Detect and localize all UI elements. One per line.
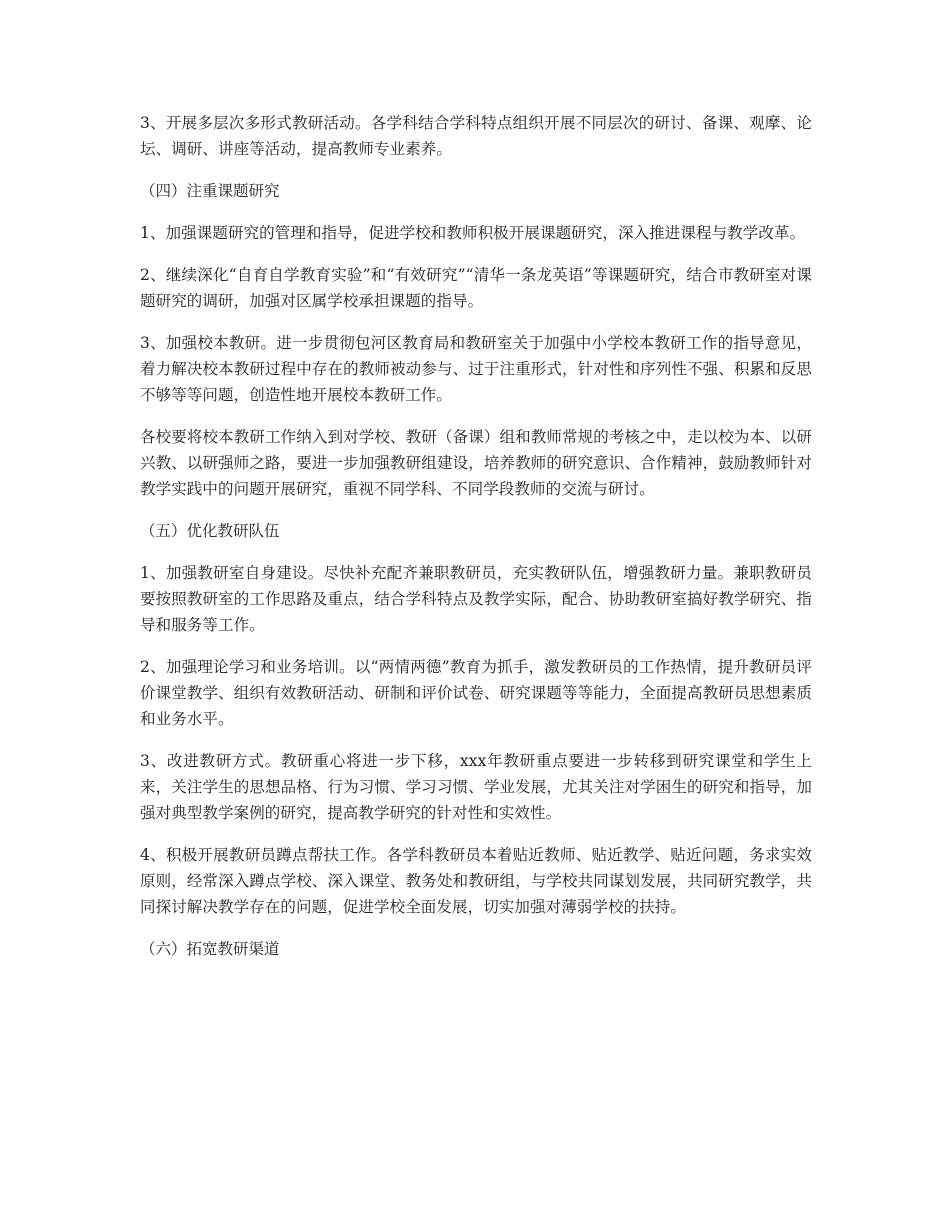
paragraph-school-based-research: 3、加强校本教研。进一步贯彻包河区教育局和教研室关于加强中小学校本教研工作的指导意见，着力解决校本教研过程中存在的教师被动参与、过于注重形式，针对性和序列性不强、积累和反思不够等等问题，创造性地开展校本教研工作。 [140,334,812,404]
document-body [140,110,812,978]
paragraph-methods: 3、改进教研方式。教研重心将进一步下移，xxx年教研重点要进一步转移到研究课堂和学生上来，关注学生的思想品格、行为习惯、学习习惯、学业发展，尤其关注对学困生的研究和指导，加强对典型教学案例的研究，提高教学研究的针对性和实效性。 [140,752,812,822]
paragraph-team-building: 1、加强教研室自身建设。尽快补充配齐兼职教研员，充实教研队伍，增强教研力量。兼职教研员要按照教研室的工作思路及重点，结合学科特点及教学实际，配合、协助教研室搞好教学研究、指导和服务等工作。 [140,564,812,634]
paragraph-research-deepen: 2、继续深化“自育自学教育实验”和“有效研究”“清华一条龙英语”等课题研究，结合市教研室对课题研究的调研，加强对区属学校承担课题的指导。 [140,266,812,310]
paragraph-training: 2、加强理论学习和业务培训。以“两情两德”教育为抓手，激发教研员的工作热情，提升教研员评价课堂教学、组织有效教研活动、研制和评价试卷、研究课题等等能力，全面提高教研员思想素质和业务水平。 [140,658,812,728]
paragraph-support: 4、积极开展教研员蹲点帮扶工作。各学科教研员本着贴近教师、贴近教学、贴近问题，务求实效原则，经常深入蹲点学校、深入课堂、教务处和教研组，与学校共同谋划发展，共同研究教学，共同探讨解决教学存在的问题，促进学校全面发展，切实加强对薄弱学校的扶持。 [140,846,812,916]
paragraph-research-management: 1、加强课题研究的管理和指导，促进学校和教师积极开展课题研究，深入推进课程与教学改革。 [140,224,806,242]
paragraph-school-assessment: 各校要将校本教研工作纳入到对学校、教研（备课）组和教师常规的考核之中，走以校为本、以研兴教、以研强师之路，要进一步加强教研组建设，培养教师的研究意识、合作精神，鼓励教师针对教学实践中的问题开展研究，重视不同学科、不同学段教师的交流与研讨。 [140,428,812,498]
section-heading-channels: （六）拓宽教研渠道 [140,940,280,958]
paragraph-activities: 3、开展多层次多形式教研活动。各学科结合学科特点组织开展不同层次的研讨、备课、观摩、论坛、调研、讲座等活动，提高教师专业素养。 [140,114,812,158]
section-heading-team: （五）优化教研队伍 [140,522,280,540]
section-heading-research: （四）注重课题研究 [140,182,280,200]
